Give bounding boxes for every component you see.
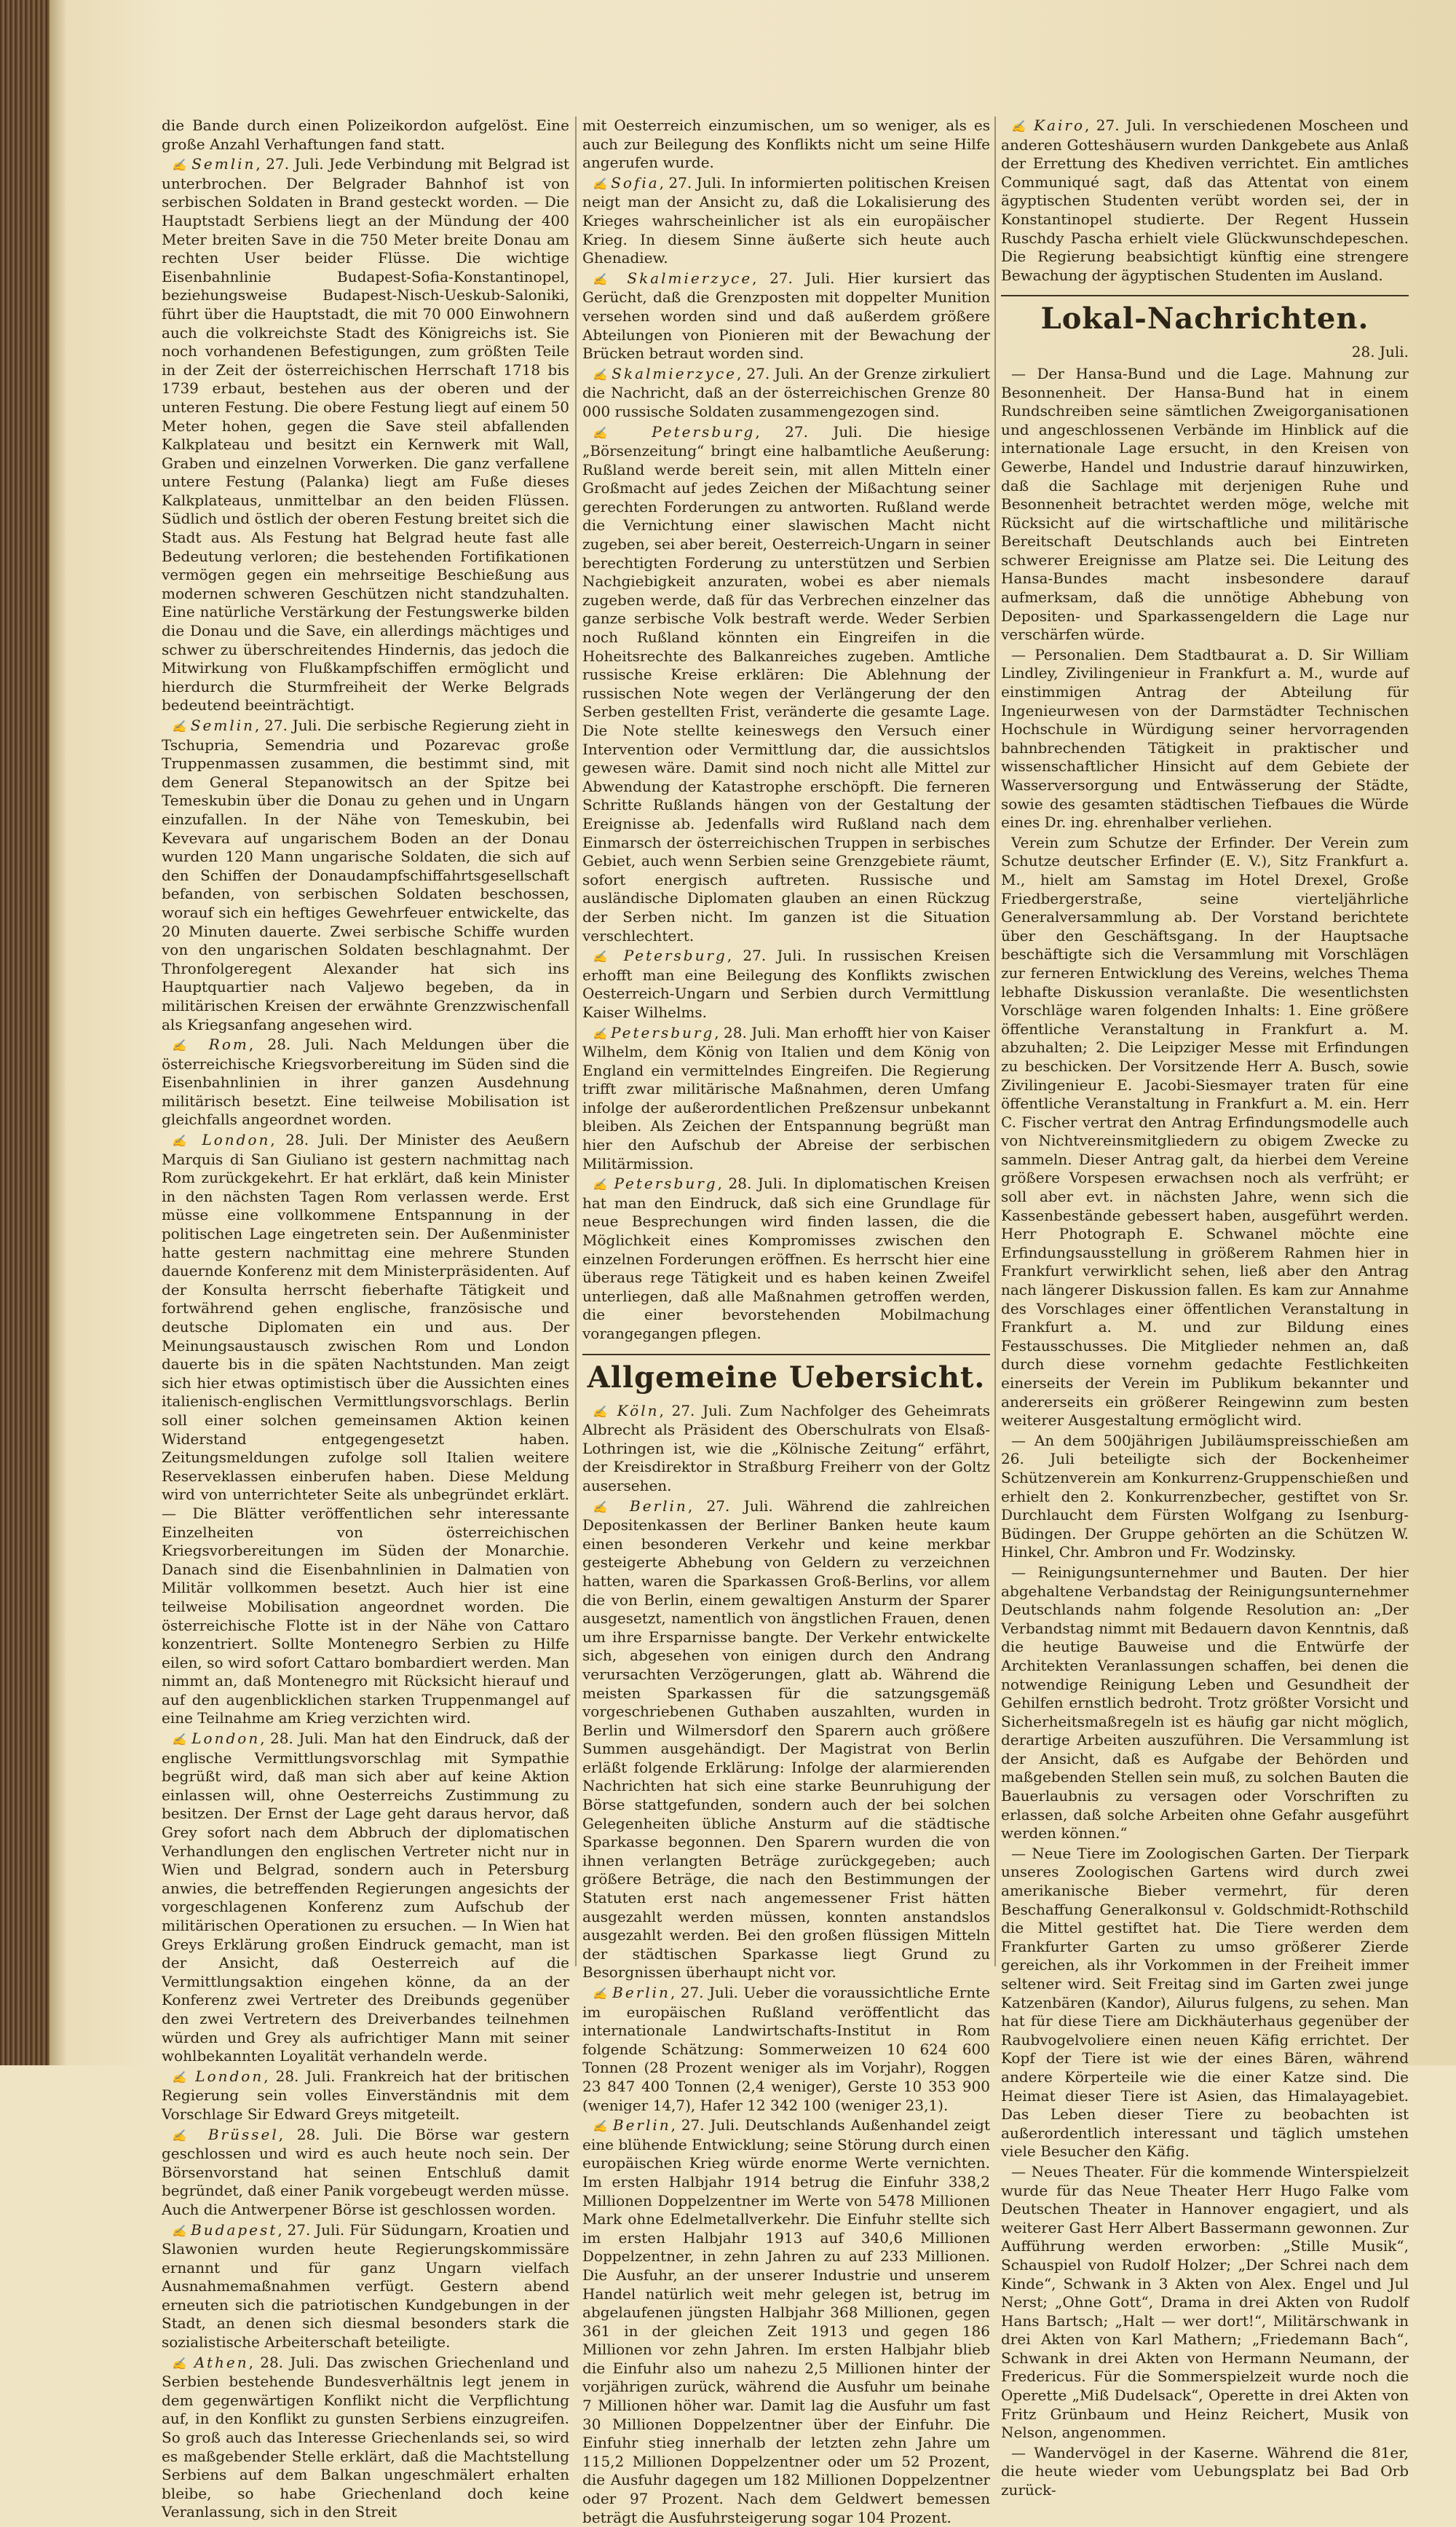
article-dateline-place: ✍ London [172,2067,264,2085]
article-paragraph [1001,1845,1409,2161]
article-text: — Der Hansa-Bund und die Lage. Mahnung zur Besonnenheit. Der Hansa-Bund hat in einem Rundschreiben seine sämtlichen Zweigorganisationen und angeschlossenen Verbände im Hinblick auf die internationale Lage ersucht, in den Kreisen von Gewerbe, Handel und Industrie darauf hinzuwirken, daß die Sachlage mit derjenigen Ruhe und Besonnenheit betrachtet werden möge, welche mit Rücksicht auf die wirtschaftliche und militärische Bereitschaft Deutschlands auch bei Eintreten schwerer Ereignisse am Platze sei. Die Leitung des Hansa-Bundes macht insbesondere darauf aufmerksam, daß die unnötige Abhebung von Depositen- und Sparkassengeldern die Lage nur verschärfen würde. [1001,364,1409,644]
article-paragraph [162,117,569,154]
article-paragraph [582,269,990,363]
book-page-edges [0,0,50,2065]
article-paragraph [1001,1564,1409,1843]
article-paragraph [582,365,990,422]
article-paragraph [582,1402,990,1496]
article-paragraph [1001,2163,1409,2443]
section-heading: Lokal-Nachrichten. [1001,295,1409,336]
article-paragraph [582,1497,990,1982]
article-text: — Neue Tiere im Zoologischen Garten. Der Tierpark unseres Zoologischen Gartens wird durch zwei amerikanische Bieber vermehrt, für deren Beschaffung Generalkonsul v. Goldschmidt-Rothschild die Mittel gestiftet hat. Die Tiere werden dem Frankfurter Garten zu umso größerer Zierde gereichen, als ihr Vorkommen in der Freiheit immer seltener wird. Seit Freitag sind im Garten zwei junge Katzenbären (Kandor), Ailurus fulgens, zu sehen. Man hat für diese Tiere am Dickhäuterhaus gegenüber der Raubvogelvoliere einen neuen Käfig errichtet. Der Kopf der Tiere ist wie der eines Bären, während andere Körperteile wie die einer Katze sind. Die Heimat dieser Tiere ist Asien, das Himalayagebiet. Das Leben dieser Tiere zu beobachten ist außerordentlich interessant und täglich umstehen viele Besucher den Käfig. [1001,1844,1409,2161]
article-paragraph [162,717,569,1034]
section-heading: Allgemeine Uebersicht. [582,1354,990,1395]
article-text: , 28. Juli. Die Börse war gestern geschlossen und wird es auch heute noch sein. Der Börsenvorstand hat seinen Entschluß damit begründet, daß einer Panik vorgebeugt werden müsse. Auch die Antwerpener Börse ist geschlossen worden. [162,2125,570,2218]
column-1 [162,117,570,2521]
article-paragraph [162,1036,569,1130]
article-dateline-place: ✍ Skalmierzyce [593,269,752,287]
article-dateline-place: ✍ Berlin [593,1497,688,1515]
article-paragraph [1001,1432,1409,1562]
article-text: , 28. Juli. Man hat den Eindruck, daß der englische Vermittlungsvorschlag mit Sympathie begrüßt wird, daß man sich aber auf keine Aktion einlassen will, ohne Oesterreichs Zustimmung zu besitzen. Der Ernst der Lage geht daraus hervor, daß Grey sofort nach dem Abbruch der diplomatischen Verhandlungen den englischen Vertreter nicht nur in Wien und Belgrad, sondern auch in Petersburg anwies, die betreffenden Regierungen angesichts der vorgeschlagenen Konferenz zum Aufschub der militärischen Operationen zu ersuchen. — In Wien hat Greys Erklärung großen Eindruck gemacht, man ist der Ansicht, daß Oesterreich auf die Vermittlungsaktion eingehen könne, da an der Konferenz zwei Vertreter des Dreibunds gegenüber den zwei Vertretern des Dreiverbandes teilnehmen würden und Grey als aufrichtiger Mann mit seiner wohlbekannten Loyalität verhandeln werde. [162,1730,569,2065]
article-dateline-place: ✍ Semlin [172,155,256,173]
article-text: — Wandervögel in der Kaserne. Während die 81er, die heute wieder vom Uebungsplatz bei Bad Orb zurück- [1001,2443,1409,2499]
article-dateline-place: ✍ Semlin [172,717,255,734]
article-dateline-place: ✍ Berlin [593,1984,670,2001]
article-text: , 27. Juli. An der Grenze zirkuliert die Nachricht, daß an der österreichischen Grenze 80 000 russische Soldaten zusammengezogen sind. [582,364,990,420]
article-paragraph [162,2354,569,2522]
article-paragraph [162,1131,569,1728]
article-text: , 28. Juli. Frankreich hat der britischen Regierung sein volles Einverständnis mit dem Vorschlage Sir Edward Greys mitgeteilt. [162,2067,569,2123]
article-dateline-place: ✍ Sofia [593,174,660,192]
article-dateline-place: ✍ Rom [172,1036,249,1053]
article-dateline-place: ✍ Petersburg [593,1175,718,1192]
article-dateline-place: ✍ Petersburg [593,947,727,964]
article-paragraph [582,1984,990,2115]
article-text: — An dem 500jährigen Jubiläumspreisschießen am 26. Juli beteiligte sich der Bockenheimer Schützenverein am Konkurrenz-Gruppenschießen und erhielt den 2. Konkurrenzbecher, gestiftet von Sr. Durchlaucht dem Fürsten Wolfgang zu Isenburg-Büdingen. Der Gruppe gehörten an die Schützen W. Hinkel, Chr. Ambron und Fr. Wodzinsky. [1001,1431,1409,1561]
column-divider [575,117,577,1966]
article-paragraph [1001,117,1409,285]
book-binding [50,0,66,2065]
article-paragraph [162,2067,569,2124]
article-text: mit Oesterreich einzumischen, um so weniger, als es auch zur Beilegung des Konflikts nicht um seine Hilfe angerufen wurde. [582,117,990,172]
article-paragraph [582,1024,990,1174]
article-text: , 27. Juli. Die hiesige „Börsenzeitung“ bringt eine halbamtliche Aeußerung: Rußland werde bereit sein, mit allen Mitteln einer Großmacht auf jedes Zeichen der Mißachtung seiner gerechten Forderungen zu antworten. Rußland werde die Vernichtung einer slawischen Macht nicht zugeben, sei aber bereit, Oesterreich-Ungarn in seiner berechtigten Forderung zu unterstützen und Serbien Nachgiebigkeit anzuraten, wobei es aber niemals zugeben werde, daß für das Verbrechen einzelner das ganze serbische Volk bestraft werde. Weder Serbien noch Rußland könnten ein Eingreifen in die Hoheitsrechte des Balkanreiches zugeben. Amtliche russische Kreise erklären: Die Ablehnung der russischen Note wegen der Verlängerung der den Serben gestellten Frist, veränderte die gesamte Lage. Die Note stellte keineswegs den Versuch einer Intervention oder Vermittlung dar, die aussichtslos gewesen wäre. Damit sind noch nicht alle Mittel zur Abwendung der Katastrophe erschöpft. Die ferneren Schritte Rußlands hängen von der Gestaltung der Ereignisse ab. Jedenfalls wird Rußland nach dem Einmarsch der österreichischen Truppen in serbisches Gebiet, auch wenn Serbien seine Grenzgebiete räumt, sofort energisch auftreten. Russische und ausländische Diplomaten glauben an einen Rückzug der Serben nicht. Im ganzen ist die Situation verschlechtert. [582,422,990,945]
article-text: — Reinigungsunternehmer und Bauten. Der hier abgehaltene Verbandstag der Reinigungsunternehmer Deutschlands nahm folgende Resolution an: „Der Verbandstag nimmt mit Bedauern davon Kenntnis, daß die heutige Bauweise und die Entwürfe der Architekten Veranlassungen schaffen, bei denen die notwendige Reinigung Leben und Gesundheit der Gehilfen ernstlich bedroht. Trotz größter Vorsicht und Sicherheitsmaßregeln ist es häufig gar nicht möglich, derartige Arbeiten auszuführen. Die Versammlung ist der Ansicht, daß es Aufgabe der Behörden und maßgebenden Stellen sein muß, zu solchen Bauten die Bauerlaubnis zu versagen oder Vorschriften zu erlassen, daß solche Arbeiten ohne Gefahr ausgeführt werden können.“ [1001,1563,1409,1842]
article-paragraph [582,2116,990,2527]
column-3 [1001,117,1409,2499]
column-divider [994,117,996,1966]
article-text: , 27. Juli. Hier kursiert das Gerücht, daß die Grenzposten mit doppelter Munition versehen worden sind und daß außerdem größere Abteilungen von Pionieren mit der Bewachung der Brücken betraut worden sind. [582,269,990,363]
article-paragraph [582,423,990,946]
article-text: , 28. Juli. Man erhofft hier von Kaiser Wilhelm, dem König von Italien und dem König von England ein vermittelndes Eingreifen. Die Regierung trifft zwar militärische Maßnahmen, deren Umfang infolge der außerordentlichen Preßzensur unbekannt bleiben. Als Zeichen der Entspannung begrüßt man hier den Aufschub der Abreise der serbischen Militärmission. [582,1023,990,1172]
article-text: , 28. Juli. Nach Meldungen über die österreichische Kriegsvorbereitung im Süden sind die Eisenbahnlinien in ihrer ganzen Ausdehnung militärisch besetzt. Eine teilweise Mobilisation ist gleichfalls angeordnet worden. [162,1036,569,1129]
article-text: , 28. Juli. In diplomatischen Kreisen hat man den Eindruck, daß sich eine Grundlage für neue Besprechungen wird finden lassen, die die Möglichkeit eines Kompromisses zwischen den einzelnen Forderungen eröffnen. Es herrscht hier eine überaus rege Tätigkeit und es haben keinen Zweifel unterliegen, daß alle Maßnahmen getroffen werden, die einer bevorstehenden Mobilmachung vorangegangen pflegen. [582,1175,990,1342]
dateline: 28. Juli. [1351,343,1409,361]
article-dateline-place: ✍ London [172,1730,260,1747]
article-paragraph [1001,2444,1409,2500]
article-text: die Bande durch einen Polizeikordon aufgelöst. Eine große Anzahl Verhaftungen fand statt. [162,117,569,153]
article-dateline-place: ✍ Petersburg [593,1024,714,1041]
article-text: , 27. Juli. Während die zahlreichen Depositenkassen der Berliner Banken heute kaum einen besonderen Verkehr und keine merkbar gesteigerte Abhebung von Geldern zu verzeichnen hatten, waren die Sparkassen Groß-Berlins, vor allem die von Berlin, einem gewaltigen Ansturm der Sparer ausgesetzt, namentlich von ängstlichen Frauen, denen um ihre Ersparnisse bangte. Der Verkehr entwickelte sich, abgesehen von einigen durch den Andrang verursachten Verzögerungen, glatt ab. Während die meisten Sparkassen für die satzungsgemäß vorgeschriebenen Guthaben auszahlten, wurden in Berlin und Wilmersdorf den Sparern auch größere Summen ausgehändigt. Der Magistrat von Berlin erläßt folgende Erklärung: Infolge der alarmierenden Nachrichten hat sich eine starke Beunruhigung der Börse stattgefunden, sondern auch der bei solchen Gelegenheiten übliche Ansturm auf die städtische Sparkasse begonnen. Den Sparern wurden die von ihnen verlangten Beträge zurückgegeben; auch größere Beträge, die nach den Bestimmungen der Statuten erst nach angemessener Frist hätten ausgezahlt werden müssen, konnten anstandslos ausgezahlt werden. Bei den großen flüssigen Mitteln der städtischen Sparkasse liegt Grund zu Besorgnissen überhaupt nicht vor. [582,1497,990,1982]
article-dateline-place: ✍ Berlin [593,2116,671,2134]
article-paragraph [162,2126,569,2220]
article-dateline-place: ✍ Athen [172,2354,249,2371]
article-paragraph [1001,365,1409,644]
article-paragraph [582,1175,990,1343]
article-dateline-place: ✍ London [172,1131,270,1148]
article-paragraph [1001,834,1409,1430]
article-text: , 28. Juli. Der Minister des Aeußern Marquis di San Giuliano ist gestern nachmittag nach Rom zurückgekehrt. Er hat erklärt, daß kein Minister in den nächsten Tagen Rom verlassen werde. Erst müsse eine vollkommene Entspannung in der politischen Lage eingetreten sein. Der Außenminister hatte gestern nachmittag eine mehrere Stunden dauernde Konferenz mit dem Ministerpräsidenten. Auf der Konsulta herrscht fieberhafte Tätigkeit und fortwährend gehen englische, französische und deutsche Diplomaten ein und aus. Der Meinungsaustausch zwischen Rom und London dauerte bis in die späten Nachtstunden. Man zeigt sich hier etwas optimistisch über die Aussichten eines italienisch-englischen Vermittlungsvorschlags. Berlin soll einer solchen gemeinsamen Aktion keinen Widerstand entgegengesetzt haben. Zeitungsmeldungen zufolge soll Italien weitere Reserveklassen einberufen haben. Diese Meldung wird von unterrichteter Seite als unbegründet erklärt. — Die Blätter veröffentlichen sehr interessante Einzelheiten von österreichischen Kriegsvorbereitungen im Süden der Monarchie. Danach sind die Eisenbahnlinien in Dalmatien von Militär vollkommen besetzt. Auch hier ist eine teilweise Mobilisation angeordnet worden. Die österreichische Flotte ist in der Nähe von Cattaro konzentriert. Sollte Montenegro Serbien zu Hilfe eilen, so wird sofort Cattaro bombardiert werden. Man nimmt an, daß Montenegro mit Rücksicht hierauf und auf den augenblicklichen starken Truppenmangel auf eine Teilnahme am Krieg verzichten wird. [162,1131,569,1727]
article-paragraph [162,2221,569,2352]
article-text: , 27. Juli. Deutschlands Außenhandel zeigt eine blühende Entwicklung; seine Störung durch einen europäischen Krieg würde enorme Werte vernichten. Im ersten Halbjahr 1914 betrug die Einfuhr 338,2 Millionen Doppelzentner im Werte von 5478 Millionen Mark ohne Edelmetallverkehr. Die Einfuhr stellte sich im ersten Halbjahr 1913 auf 340,6 Millionen Doppelzentner, in zehn Jahren zu auf 233 Millionen. Die Ausfuhr, an der unserer Industrie und unserem Handel natürlich weit mehr gelegen ist, betrug im abgelaufenen jüngsten Halbjahr 368 Millionen, gegen 361 in der gleichen Zeit 1913 und gegen 186 Millionen vor zehn Jahren. Im ersten Halbjahr blieb die Einfuhr also um nahezu 2,5 Millionen hinter der vorjährigen zurück, während die Ausfuhr um beinahe 7 Millionen höher war. Damit lag die Ausfuhr um fast 30 Millionen Doppelzentner über der Einfuhr. Die Einfuhr stieg innerhalb der letzten zehn Jahre um 115,2 Millionen Doppelzentner oder um 52 Prozent, die Ausfuhr dagegen um 182 Millionen Doppelzentner oder 97 Prozent. Nach dem Geldwert bemessen beträgt die Ausfuhrsteigerung sogar 104 Prozent. [582,2116,990,2526]
article-text: , 27. Juli. In informierten politischen Kreisen neigt man der Ansicht zu, daß die Lokalisierung des Krieges wahrscheinlicher ist als ein europäischer Krieg. In diesem Sinne äußerte sich heute auch Ghenadiew. [582,173,991,267]
article-paragraph [582,947,990,1022]
article-dateline-place: ✍ Petersburg [593,423,755,441]
article-text: Verein zum Schutze der Erfinder. Der Verein zum Schutze deutscher Erfinder (E. V.), Sitz Frankfurt a. M., hielt am Samstag im Hotel Drexel, Große Friedbergerstraße, seine vierteljährliche Generalversammlung ab. Der Vorstand berichtete über den Geschäftsgang. In der Hauptsache beschäftigte sich die Versammlung mit Vorschlägen zur ferneren Entwicklung des Vereins, welches Thema lebhafte Diskussion veranlaßte. Die wesentlichsten Vorschläge waren folgenden Inhalts: 1. Eine größere öffentliche Veranstaltung in Frankfurt a. M. abzuhalten; 2. Die Leipziger Messe mit Erfindungen zu beschicken. Der Vorsitzende Herr A. Busch, sowie Zivilingenieur E. Jacobi-Siesmayer traten für eine öffentliche Veranstaltung in Frankfurt a. M. ein. Herr C. Fischer vertrat den Antrag Erfindungsmodelle auch von Nichtvereinsmitgliedern zu obigem Zwecke zu sammeln. Dieser Antrag galt, da hierbei dem Vereine größere Vorspesen erwachsen noch als verfrüht; er soll aber evt. in nächsten Jahre, wenn sich die Kassenbestände gebessert haben, ausgeführt werden. Herr Photograph E. Schwanel möchte eine Erfindungsausstellung in größerem Rahmen hier in Frankfurt verwirklicht sehen, ließ aber den Antrag nach längerer Diskussion fallen. Es kam zur Annahme des Vorschlages einer öffentlichen Veranstaltung in Frankfurt a. M. und zur Bildung eines Festausschusses. Die Mitglieder nehmen an, daß durch diese vornehm gedachte Festlichkeiten einerseits der Verein im Publikum bekannter und andererseits ein größerer Reingewinn zum besten weiterer Ausgestaltung ermöglicht wird. [1001,833,1409,1430]
article-dateline-place: ✍ Köln [593,1402,660,1419]
article-paragraph [582,117,990,173]
article-dateline-place: ✍ Skalmierzyce [593,365,737,382]
article-dateline-place: ✍ Kairo [1011,117,1085,134]
article-text: , 27. Juli. Ueber die voraussichtliche Ernte im europäischen Rußland veröffentlicht das internationale Landwirtschafts-Institut in Rom folgende Schätzung: Sommerweizen 10 624 600 Tonnen (28 Prozent weniger als im Vorjahr), Roggen 23 847 400 Tonnen (2,4 weniger), Gerste 10 353 900 (weniger 14,7), Hafer 12 342 100 (weniger 23,1). [582,1984,991,2114]
column-2 [582,117,991,2526]
article-paragraph [1001,646,1409,832]
article-paragraph [582,174,990,268]
article-text: , 27. Juli. Die serbische Regierung zieht in Tschupria, Semendria und Pozarevac große Truppenmassen zusammen, die bestimmt sind, mit dem General Stepanowitsch an der Spitze bei Temeskubin über die Donau zu gehen und in Ungarn einzufallen. In der Nähe von Temeskubin, bei Kevevara auf ungarischem Boden an der Donau wurden 120 Mann ungarische Soldaten, die sich auf den Schiffen der Donaudampfschiffahrtsgesellschaft befanden, von serbischen Soldaten beschossen, worauf sich ein heftiges Gewehrfeuer entwickelte, das 20 Minuten dauerte. Zwei serbische Schiffe wurden von den ungarischen Soldaten beschlagnahmt. Der Thronfolgeregent Alexander hat sich ins Hauptquartier nach Valjewo begeben, da in militärischen Kreisen der erwähnte Grenzzwischenfall als Kriegsanfang angesehen wird. [162,717,569,1033]
article-dateline-place: ✍ Budapest [172,2221,277,2239]
article-paragraph [162,1730,569,2066]
article-text: — Personalien. Dem Stadtbaurat a. D. Sir William Lindley, Zivilingenieur in Frankfurt a. M., wurde auf einstimmigen Antrag der Abteilung für Ingenieurwesen von der Darmstädter Technischen Hochschule in Würdigung seiner hervorragenden bahnbrechenden Tätigkeit in praktischer und wissenschaftlicher Hinsicht auf dem Gebiete der Wasserversorgung und Entwässerung der Städte, sowie des gesamten städtischen Tiefbaues die Würde eines Dr. ing. ehrenhalber verliehen. [1001,645,1409,832]
article-text: , 27. Juli. In russischen Kreisen erhofft man eine Beilegung des Konflikts zwischen Oesterreich-Ungarn und Serbien durch Vermittlung Kaiser Wilhelms. [582,947,990,1021]
article-dateline-place: ✍ Brüssel [172,2126,279,2143]
article-text: , 27. Juli. Zum Nachfolger des Geheimrats Albrecht als Präsident des Oberschulrats von Elsaß-Lothringen ist, wie die „Kölnische Zeitung“ erfährt, der Kreisdirektor in Straßburg Freiherr von der Goltz ausersehen. [582,1401,990,1494]
article-paragraph [162,155,569,715]
article-text: , 27. Juli. In verschiedenen Moscheen und anderen Gotteshäusern wurden Dankgebete aus Anlaß der Errettung des Khediven verrichtet. Ein amtliches Communiqué sagt, daß das Attentat von einem ägyptischen Studenten verübt worden sei, der in Konstantinopel studierte. Der Regent Hussein Ruschdy Pascha erhielt viele Glückwunschdepeschen. Die Regierung beabsichtigt künftig eine strengere Bewachung der ägyptischen Studenten im Ausland. [1001,117,1409,284]
article-text: — Neues Theater. Für die kommende Winterspielzeit wurde für das Neue Theater Herr Hugo Falke vom Deutschen Theater in Hannover engagiert, und als weiterer Gast Herr Albert Bassermann gewonnen. Zur Aufführung werden erworben: „Stille Musik“, Schauspiel von Rudolf Holzer; „Der Schrei nach dem Kinde“, Schwank in 3 Akten von Alex. Engel und Jul Nerst; „Ohne Gott“, Drama in drei Akten von Rudolf Hans Bartsch; „Halt — wer dort!“, Militärschwank in drei Akten von Karl Mathern; „Friedemann Bach“, Schwank in drei Akten von Hermann Neumann, der Fredericus. Für die Sommerspielzeit wurde noch die Operette „Miß Dudelsack“, Operette in drei Akten von Fritz Grünbaum und Heinz Reichert, Musik von Nelson, angenommen. [1001,2162,1409,2442]
article-text: , 27. Juli. Für Südungarn, Kroatien und Slawonien wurden heute Regierungskommissäre ernannt und für ganz Ungarn vielfach Ausnahmemaßnahmen verfügt. Gestern abend erneuten sich die patriotischen Kundgebungen in der Stadt, an denen sich diesmal besonders stark die sozialistische Arbeiterschaft beteiligte. [162,2220,569,2351]
article-text: , 27. Juli. Jede Verbindung mit Belgrad ist unterbrochen. Der Belgrader Bahnhof ist von serbischen Soldaten in Brand gesteckt worden. — Die Hauptstadt Serbiens liegt an der Mündung der 400 Meter breiten Save in die 750 Meter breite Donau am rechten User beider Flüsse. Die wichtige Eisenbahnlinie Budapest-Sofia-Konstantinopel, beziehungsweise Budapest-Nisch-Ueskub-Saloniki, führt über die Hauptstadt, die mit 70 000 Einwohnern auch die volkreichste Stadt des Königreichs ist. Sie noch vorhandenen Befestigungen, zum größten Teile in der Zeit der österreichischen Herrschaft 1718 bis 1739 erbaut, bestehen aus der oberen und der unteren Festung. Die obere Festung liegt auf einem 50 Meter hohen, gegen die Save steil abfallenden Kalkplateau und besitzt ein Kernwerk mit Wall, Graben und einzelnen Vorwerken. Die ganz verfallene untere Festung (Palanka) liegt am Fuße dieses Kalkplateaus, unmittelbar an den beiden Flüssen. Südlich und östlich der oberen Festung breitet sich die Stadt aus. Als Festung hat Belgrad heute fast alle Bedeutung verloren; die bestehenden Fortifikationen vermögen gegen ein mehrseitige Beschießung aus modernen schweren Geschützen nicht standzuhalten. Eine natürliche Verstärkung der Festungswerke bilden die Donau und die Save, ein allerdings mächtiges und schwer zu überschreitendes Hindernis, das jedoch die Mitwirkung von Flußkampfschiffen ermöglicht und hierdurch die Sturmfreiheit der Werke Belgrads bedeutend beeinträchtigt. [162,155,569,714]
article-text: , 28. Juli. Das zwischen Griechenland und Serbien bestehende Bundesverhältnis legt jenem in dem gegenwärtigen Konflikt nicht die Verpflichtung auf, in den Konflikt zu gunsten Serbiens einzugreifen. So groß auch das Interesse Griechenlands sei, so wird es maßgebender Stelle erklärt, daß die Machtstellung Serbiens auf dem Balkan ungeschmälert erhalten bleibe, so habe Griechenland doch keine Veranlassung, sich in den Streit [162,2353,569,2521]
